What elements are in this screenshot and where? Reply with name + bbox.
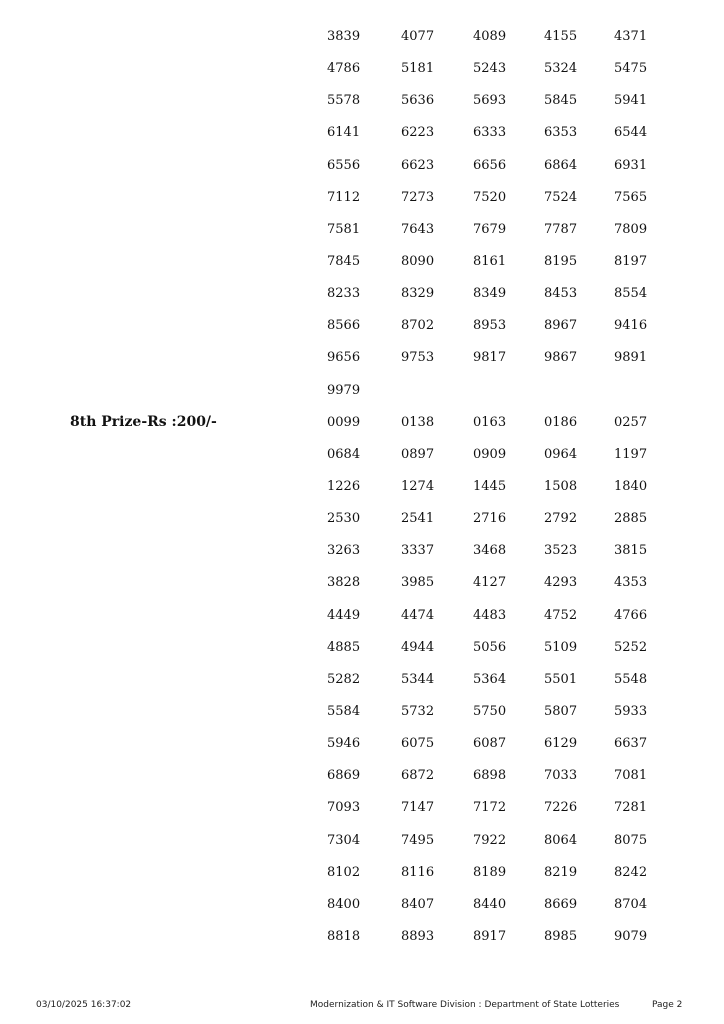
- ticket-number: 0138: [401, 414, 435, 430]
- ticket-number: 8704: [614, 896, 648, 912]
- ticket-number: 5584: [327, 703, 361, 719]
- ticket-number: 8566: [327, 318, 361, 334]
- ticket-number: 5693: [473, 93, 507, 109]
- ticket-number: 8453: [544, 286, 578, 302]
- ticket-number: 6656: [473, 157, 507, 173]
- ticket-number: 8669: [544, 896, 578, 912]
- prize-label-8th: 8th Prize-Rs :200/-: [70, 414, 217, 430]
- ticket-number: 9416: [614, 318, 648, 334]
- ticket-number: 8064: [544, 832, 578, 848]
- ticket-number: 8161: [473, 253, 507, 269]
- ticket-number: 5636: [401, 93, 435, 109]
- ticket-number: 9753: [401, 350, 435, 366]
- ticket-number: 4766: [614, 607, 648, 623]
- ticket-number: 5344: [401, 671, 435, 687]
- ticket-number: 3828: [327, 575, 361, 591]
- ticket-number: 8818: [327, 928, 361, 944]
- ticket-number: 8440: [473, 896, 507, 912]
- ticket-number: 8967: [544, 318, 578, 334]
- ticket-number: 4944: [401, 639, 435, 655]
- ticket-number: 5501: [544, 671, 578, 687]
- ticket-number: 4449: [327, 607, 361, 623]
- ticket-number: 1445: [473, 478, 507, 494]
- page-footer: [0, 1000, 724, 1014]
- ticket-number: 0964: [544, 446, 578, 462]
- ticket-number: 8219: [544, 864, 578, 880]
- footer-department: Modernization & IT Software Division : Department of State Lotteries: [310, 1000, 620, 1010]
- ticket-number: 3985: [401, 575, 435, 591]
- ticket-number: 5252: [614, 639, 648, 655]
- ticket-number: 2792: [544, 511, 578, 527]
- ticket-number: 8407: [401, 896, 435, 912]
- ticket-number: 7081: [614, 768, 648, 784]
- ticket-number: 8075: [614, 832, 648, 848]
- winning-numbers-grid: [327, 22, 654, 954]
- ticket-number: 3839: [327, 29, 361, 44]
- ticket-number: 3337: [401, 543, 435, 559]
- ticket-number: 7147: [401, 800, 435, 816]
- ticket-number: 7273: [401, 189, 435, 205]
- ticket-number: 8702: [401, 318, 435, 334]
- ticket-number: 9891: [614, 350, 648, 366]
- empty-cell: [473, 376, 544, 408]
- ticket-number: 7787: [544, 221, 578, 237]
- ticket-number: 6931: [614, 157, 648, 173]
- ticket-number: 8329: [401, 286, 435, 302]
- ticket-number: 4353: [614, 575, 648, 591]
- ticket-number: 7809: [614, 221, 648, 237]
- ticket-number: 5243: [473, 61, 507, 77]
- ticket-number: 2541: [401, 511, 435, 527]
- ticket-number: 6223: [401, 125, 435, 141]
- ticket-number: 5364: [473, 671, 507, 687]
- ticket-number: 8953: [473, 318, 507, 334]
- ticket-number: 1226: [327, 478, 361, 494]
- ticket-number: 6556: [327, 157, 361, 173]
- ticket-number: 6129: [544, 736, 578, 752]
- ticket-number: 5475: [614, 61, 648, 77]
- ticket-number: 9656: [327, 350, 361, 366]
- ticket-number: 6869: [327, 768, 361, 784]
- ticket-number: 7226: [544, 800, 578, 816]
- footer-timestamp: 03/10/2025 16:37:02: [36, 1000, 132, 1010]
- ticket-number: 6087: [473, 736, 507, 752]
- ticket-number: 5946: [327, 736, 361, 752]
- empty-cell: [544, 376, 614, 408]
- ticket-number: 8554: [614, 286, 648, 302]
- ticket-number: 3468: [473, 543, 507, 559]
- ticket-number: 5056: [473, 639, 507, 655]
- ticket-number: 4155: [544, 29, 578, 44]
- ticket-number: 8090: [401, 253, 435, 269]
- ticket-number: 7304: [327, 832, 361, 848]
- ticket-number: 7112: [327, 189, 361, 205]
- ticket-number: 6872: [401, 768, 435, 784]
- ticket-number: 3815: [614, 543, 648, 559]
- ticket-number: 2885: [614, 511, 648, 527]
- ticket-number: 0909: [473, 446, 507, 462]
- ticket-number: 8102: [327, 864, 361, 880]
- ticket-number: 5933: [614, 703, 648, 719]
- ticket-number: 5282: [327, 671, 361, 687]
- ticket-number: 5181: [401, 61, 435, 77]
- ticket-number: 7524: [544, 189, 578, 205]
- ticket-number: 8400: [327, 896, 361, 912]
- ticket-number: 5732: [401, 703, 435, 719]
- ticket-number: 8233: [327, 286, 361, 302]
- empty-cell: [401, 376, 473, 408]
- ticket-number: 6333: [473, 125, 507, 141]
- ticket-number: 4786: [327, 61, 361, 77]
- ticket-number: 4483: [473, 607, 507, 623]
- empty-cell: [614, 376, 654, 408]
- ticket-number: 5578: [327, 93, 361, 109]
- ticket-number: 6141: [327, 125, 361, 141]
- ticket-number: 0186: [544, 414, 578, 430]
- ticket-number: 7520: [473, 189, 507, 205]
- ticket-number: 7845: [327, 253, 361, 269]
- ticket-number: 6637: [614, 736, 648, 752]
- ticket-number: 3263: [327, 543, 361, 559]
- ticket-number: 6544: [614, 125, 648, 141]
- ticket-number: 7093: [327, 800, 361, 816]
- ticket-number: 9867: [544, 350, 578, 366]
- ticket-number: 0099: [327, 414, 361, 430]
- ticket-number: 5548: [614, 671, 648, 687]
- ticket-number: 7922: [473, 832, 507, 848]
- ticket-number: 7565: [614, 189, 648, 205]
- ticket-number: 7581: [327, 221, 361, 237]
- ticket-number: 7033: [544, 768, 578, 784]
- ticket-number: 3523: [544, 543, 578, 559]
- ticket-number: 6623: [401, 157, 435, 173]
- ticket-number: 7172: [473, 800, 507, 816]
- ticket-number: 5324: [544, 61, 578, 77]
- ticket-number: 1508: [544, 478, 578, 494]
- ticket-number: 9079: [614, 928, 648, 944]
- ticket-number: 4089: [473, 29, 507, 44]
- ticket-number: 5750: [473, 703, 507, 719]
- ticket-number: 1840: [614, 478, 648, 494]
- ticket-number: 1197: [614, 446, 648, 462]
- ticket-number: 8242: [614, 864, 648, 880]
- ticket-number: 7643: [401, 221, 435, 237]
- ticket-number: 8893: [401, 928, 435, 944]
- ticket-number: 5845: [544, 93, 578, 109]
- ticket-number: 2530: [327, 511, 361, 527]
- ticket-number: 4474: [401, 607, 435, 623]
- ticket-number: 8917: [473, 928, 507, 944]
- ticket-number: 0684: [327, 446, 361, 462]
- ticket-number: 2716: [473, 511, 507, 527]
- ticket-number: 1274: [401, 478, 435, 494]
- ticket-number: 4127: [473, 575, 507, 591]
- ticket-number: 4752: [544, 607, 578, 623]
- ticket-number: 5807: [544, 703, 578, 719]
- ticket-number: 7281: [614, 800, 648, 816]
- ticket-number: 6075: [401, 736, 435, 752]
- ticket-number: 5941: [614, 93, 648, 109]
- ticket-number: 8116: [401, 864, 435, 880]
- footer-page-number: Page 2: [652, 1000, 683, 1010]
- ticket-number: 0163: [473, 414, 507, 430]
- ticket-number: 6864: [544, 157, 578, 173]
- ticket-number: 8189: [473, 864, 507, 880]
- ticket-number: 0897: [401, 446, 435, 462]
- ticket-number: 7495: [401, 832, 435, 848]
- ticket-number: 9817: [473, 350, 507, 366]
- ticket-number: 4885: [327, 639, 361, 655]
- ticket-number: 8197: [614, 253, 648, 269]
- ticket-number: 5109: [544, 639, 578, 655]
- ticket-number: 8195: [544, 253, 578, 269]
- ticket-number: 4077: [401, 29, 435, 44]
- ticket-number: 8349: [473, 286, 507, 302]
- ticket-number: 7679: [473, 221, 507, 237]
- ticket-number: 8985: [544, 928, 578, 944]
- ticket-number: 4371: [614, 29, 648, 44]
- ticket-number: 0257: [614, 414, 648, 430]
- ticket-number: 4293: [544, 575, 578, 591]
- ticket-number: 9979: [327, 382, 361, 398]
- ticket-number: 6353: [544, 125, 578, 141]
- ticket-number: 6898: [473, 768, 507, 784]
